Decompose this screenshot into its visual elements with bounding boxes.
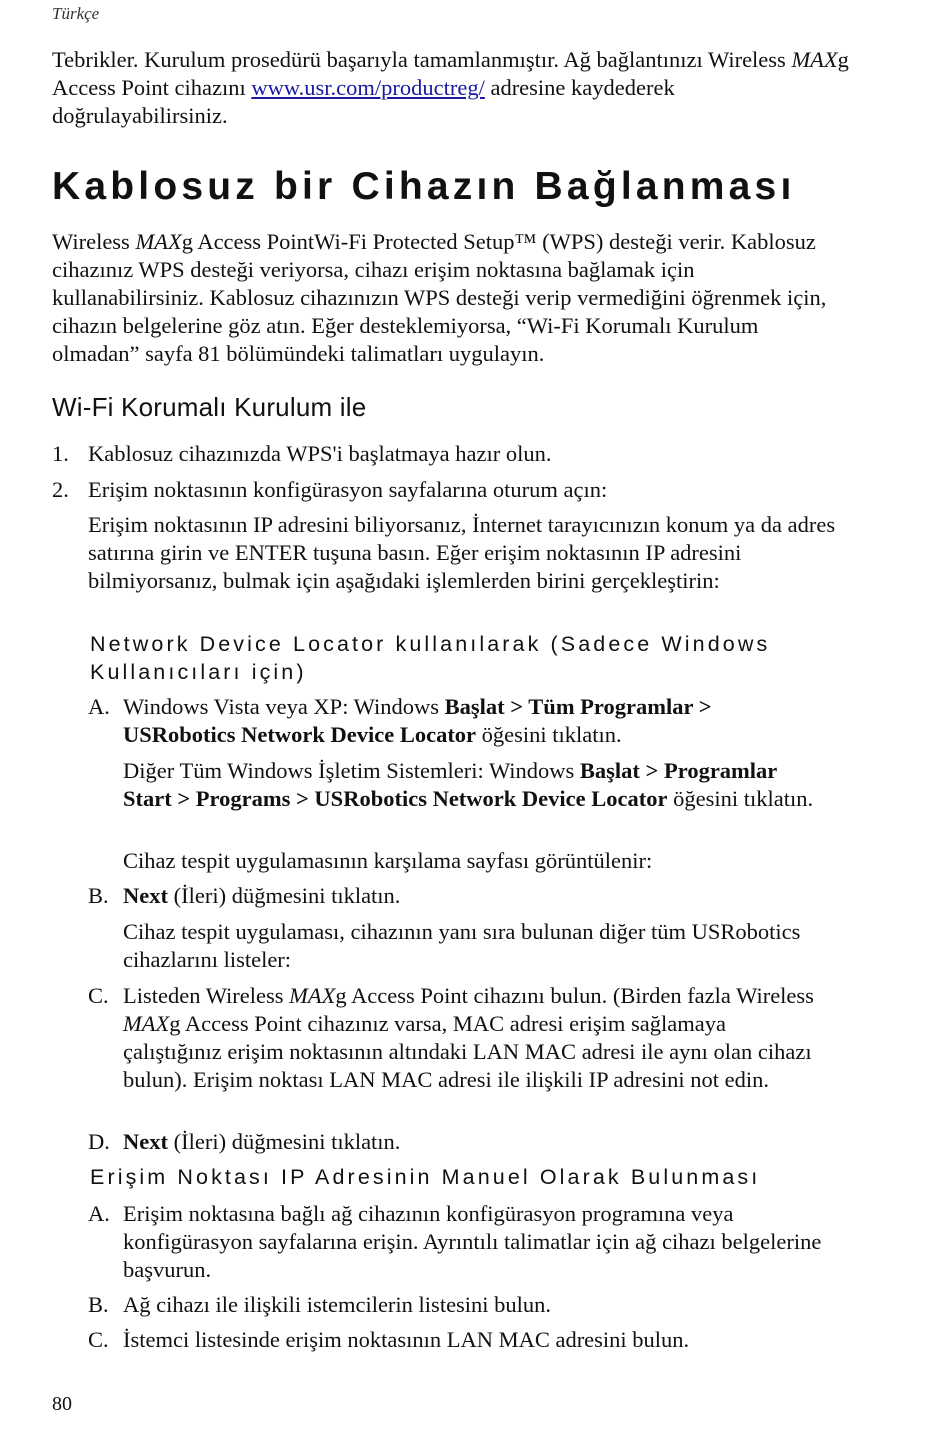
max-brand: MAX bbox=[289, 983, 336, 1008]
item-text-part: g Access Point cihazını bulun. (Birden fazla Wireless bbox=[335, 983, 814, 1008]
header-language: Türkçe bbox=[52, 4, 100, 23]
menu-path: Başlat > Tüm Programlar > USRobotics Network Device Locator bbox=[123, 694, 712, 747]
locator-item-b-paragraph: Cihaz tespit uygulaması, cihazının yanı sıra bulunan diğer tüm USRobotics cihazlarını listeler: bbox=[123, 919, 801, 972]
intro-text-2: g Access Point cihazını bbox=[52, 47, 849, 100]
item-label: D. bbox=[88, 1129, 110, 1154]
intro-text-3: adresine kaydederek doğrulayabilirsiniz. bbox=[52, 75, 675, 128]
item-text: İstemci listesinde erişim noktasının LAN MAC adresini bulun. bbox=[123, 1327, 690, 1352]
item-text-part: öğesini tıklatın. bbox=[667, 786, 814, 811]
locator-item-a-welcome: Cihaz tespit uygulamasının karşılama sayfası görüntülenir: bbox=[123, 848, 653, 873]
item-label: C. bbox=[88, 1327, 109, 1352]
menu-path: Başlat > Programlar Start > Programs > USRobotics Network Device Locator bbox=[123, 758, 777, 811]
item-text-part: öğesini tıklatın. bbox=[476, 722, 622, 747]
section-para-text-2: g Access PointWi-Fi Protected Setup™ (WPS) desteği verir. Kablosuz cihazınız WPS desteği veriyorsa, cihazı erişim noktasına bağlamak için kullanabilirsiniz. Kablosuz cihazınızın WPS desteği verip vermediğini öğrenmek için, cihazın belgelerine göz atın. Eğer desteklemiyorsa, “Wi-Fi Korumalı Kurulum olmadan” sayfa 81 bölümündeki talimatları uygulayın. bbox=[52, 229, 827, 366]
next-button-label: Next bbox=[123, 883, 168, 908]
page-number: 80 bbox=[52, 1393, 72, 1415]
step2-paragraph: Erişim noktasının IP adresini biliyorsanız, İnternet tarayıcınızın konum ya da adres satırına girin ve ENTER tuşuna basın. Eğer erişim noktasının IP adresini bilmiyorsanız, bulmak için aşağıdaki işlemlerden birini gerçekleştirin: bbox=[88, 512, 836, 593]
locator-item-a-other bbox=[123, 757, 823, 813]
item-text bbox=[123, 982, 823, 1094]
item-text bbox=[123, 882, 823, 910]
product-registration-link[interactable]: www.usr.com/productreg/ bbox=[251, 75, 485, 100]
section-title: Kablosuz bir Cihazın Bağlanması bbox=[52, 165, 796, 208]
item-text bbox=[123, 1128, 823, 1156]
step-text: Erişim noktasının konfigürasyon sayfalarına oturum açın: bbox=[88, 477, 608, 502]
step-number: 2. bbox=[52, 477, 69, 502]
max-brand: MAX bbox=[123, 1011, 170, 1036]
section-paragraph bbox=[52, 228, 842, 368]
item-label: B. bbox=[88, 1292, 109, 1317]
intro-paragraph bbox=[52, 46, 852, 130]
section-para-text-1: Wireless bbox=[52, 229, 136, 254]
item-label: B. bbox=[88, 883, 109, 908]
item-text-part: (İleri) düğmesini tıklatın. bbox=[167, 1129, 401, 1154]
item-text-part: Listeden Wireless bbox=[123, 983, 290, 1008]
item-label: A. bbox=[88, 1201, 110, 1226]
item-label: A. bbox=[88, 694, 110, 719]
item-text-part: Diğer Tüm Windows İşletim Sistemleri: Windows bbox=[123, 758, 580, 783]
locator-heading: Network Device Locator kullanılarak (Sadece Windows Kullanıcıları için) bbox=[90, 632, 771, 684]
intro-text-1: Tebrikler. Kurulum prosedürü başarıyla tamamlanmıştır. Ağ bağlantınızı Wireless bbox=[52, 47, 792, 72]
manual-heading: Erişim Noktası IP Adresinin Manuel Olarak Bulunması bbox=[90, 1165, 761, 1189]
step-number: 1. bbox=[52, 441, 69, 466]
item-text: Erişim noktasına bağlı ağ cihazının konfigürasyon programına veya konfigürasyon sayfalarına erişin. Ayrıntılı talimatlar için ağ cihazı belgelerine başvurun. bbox=[123, 1201, 822, 1282]
step-text: Kablosuz cihazınızda WPS'i başlatmaya hazır olun. bbox=[88, 441, 552, 466]
max-brand: MAX bbox=[791, 47, 838, 72]
item-label: C. bbox=[88, 983, 109, 1008]
item-text-part: g Access Point cihazınız varsa, MAC adresi erişim sağlamaya çalıştığınız erişim noktasının altındaki LAN MAC adresi ile aynı olan cihazı bulun). Erişim noktası LAN MAC adresi ile ilişkili IP adresini not edin. bbox=[123, 1011, 812, 1092]
item-text-part: (İleri) düğmesini tıklatın. bbox=[167, 883, 401, 908]
item-text: Ağ cihazı ile ilişkili istemcilerin listesini bulun. bbox=[123, 1292, 552, 1317]
max-brand: MAX bbox=[135, 229, 182, 254]
subsection-title: Wi-Fi Korumalı Kurulum ile bbox=[52, 392, 367, 422]
item-text bbox=[123, 693, 823, 749]
item-text-part: Windows Vista veya XP: Windows bbox=[123, 694, 445, 719]
next-button-label: Next bbox=[123, 1129, 168, 1154]
